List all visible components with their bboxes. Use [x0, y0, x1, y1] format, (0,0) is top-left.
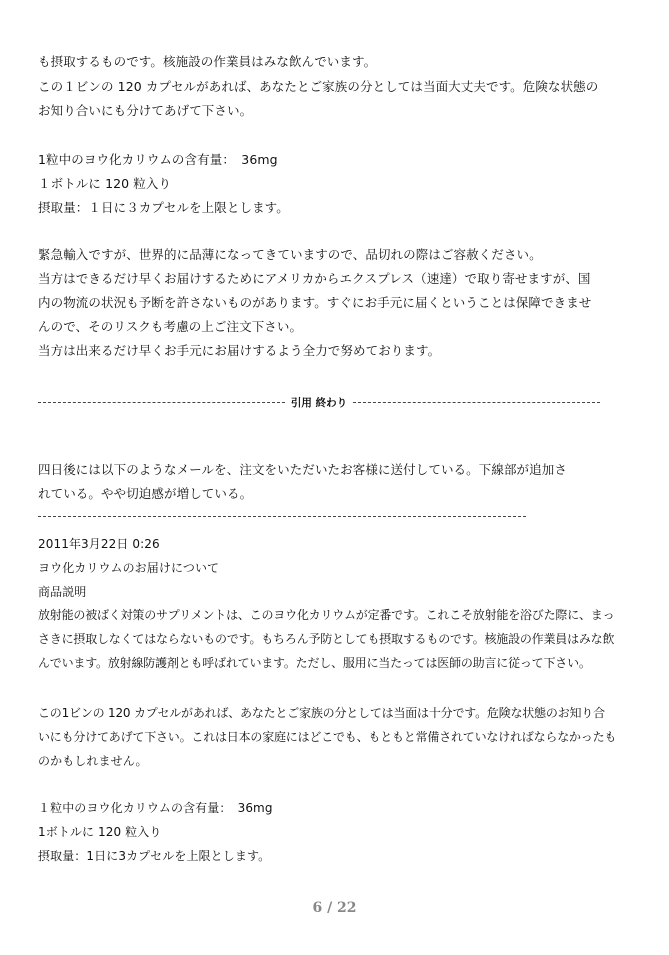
- email-subject: ヨウ化カリウムのお届けについて: [38, 561, 220, 575]
- text-line: この１ビンの 120 カプセルがあれば、あなたとご家族の分としては当面大丈夫です。危険な状態の: [38, 79, 599, 94]
- divider-dash: [353, 402, 600, 403]
- divider-dash: [38, 402, 285, 403]
- text-line: いにも分けてあげて下さい。これは日本の家庭にはどこでも、もともと常備されていなければならなかったも: [38, 730, 617, 744]
- text-line: 摂取量：１日に３カプセルを上限とします。: [38, 200, 289, 215]
- text-line: 1ボトルに 120 粒入り: [38, 825, 162, 839]
- text-line: のかもしれません。: [38, 754, 148, 768]
- text-line: １ボトルに 120 粒入り: [38, 176, 172, 191]
- text-line: 放射能の被ばく対策のサプリメントは、このヨウ化カリウムが定番です。これこそ放射能を浴びた際に、まっ: [38, 608, 615, 622]
- text-line: 四日後には以下のようなメールを、注文をいただいたお客様に送付している。下線部が追加さ: [38, 462, 567, 477]
- text-line: れている。やや切迫感が増している。: [38, 486, 253, 501]
- text-line: さきに摂取しなくてはならないものです。もちろん予防としても摂取するものです。核施設の作業員はみな飲: [38, 632, 615, 646]
- divider-label: 引用 終わり: [290, 397, 348, 409]
- text-line: 摂取量：1日に3カプセルを上限とします。: [38, 849, 271, 863]
- email-date: 2011年3月22日 0:26: [38, 537, 160, 551]
- email-heading: 商品説明: [38, 585, 87, 599]
- text-line: んでいます。放射線防護剤とも呼ばれています。ただし、服用に当たっては医師の助言に従って下さい。: [38, 656, 591, 670]
- text-line: 緊急輸入ですが、世界的に品薄になってきていますので、品切れの際はご容赦ください。: [38, 247, 542, 262]
- text-line: １粒中のヨウ化カリウムの含有量： 36mg: [38, 801, 273, 815]
- email-divider: [38, 516, 526, 517]
- text-line: お知り合いにも分けてあげて下さい。: [38, 103, 253, 118]
- text-line: 当方はできるだけ早くお届けするためにアメリカからエクスプレス（速達）で取り寄せますが、国: [38, 271, 591, 286]
- text-line: この1ビンの 120 カプセルがあれば、あなたとご家族の分としては当面は十分です。危険な状態のお知り合: [38, 706, 605, 720]
- text-line: んので、そのリスクも考慮の上ご注文下さい。: [38, 319, 303, 334]
- text-line: 内の物流の状況も予断を許さないものがあります。すぐにお手元に届くということは保障できませ: [38, 295, 592, 310]
- text-line: 当方は出来るだけ早くお手元にお届けするよう全力で努めております。: [38, 343, 441, 358]
- page-number: 6 / 22: [312, 900, 357, 916]
- text-line: も摂取するものです。核施設の作業員はみな飲んでいます。: [38, 54, 377, 69]
- text-line: 1粒中のヨウ化カリウムの含有量： 36mg: [38, 152, 278, 167]
- quote-end-divider: [38, 395, 600, 410]
